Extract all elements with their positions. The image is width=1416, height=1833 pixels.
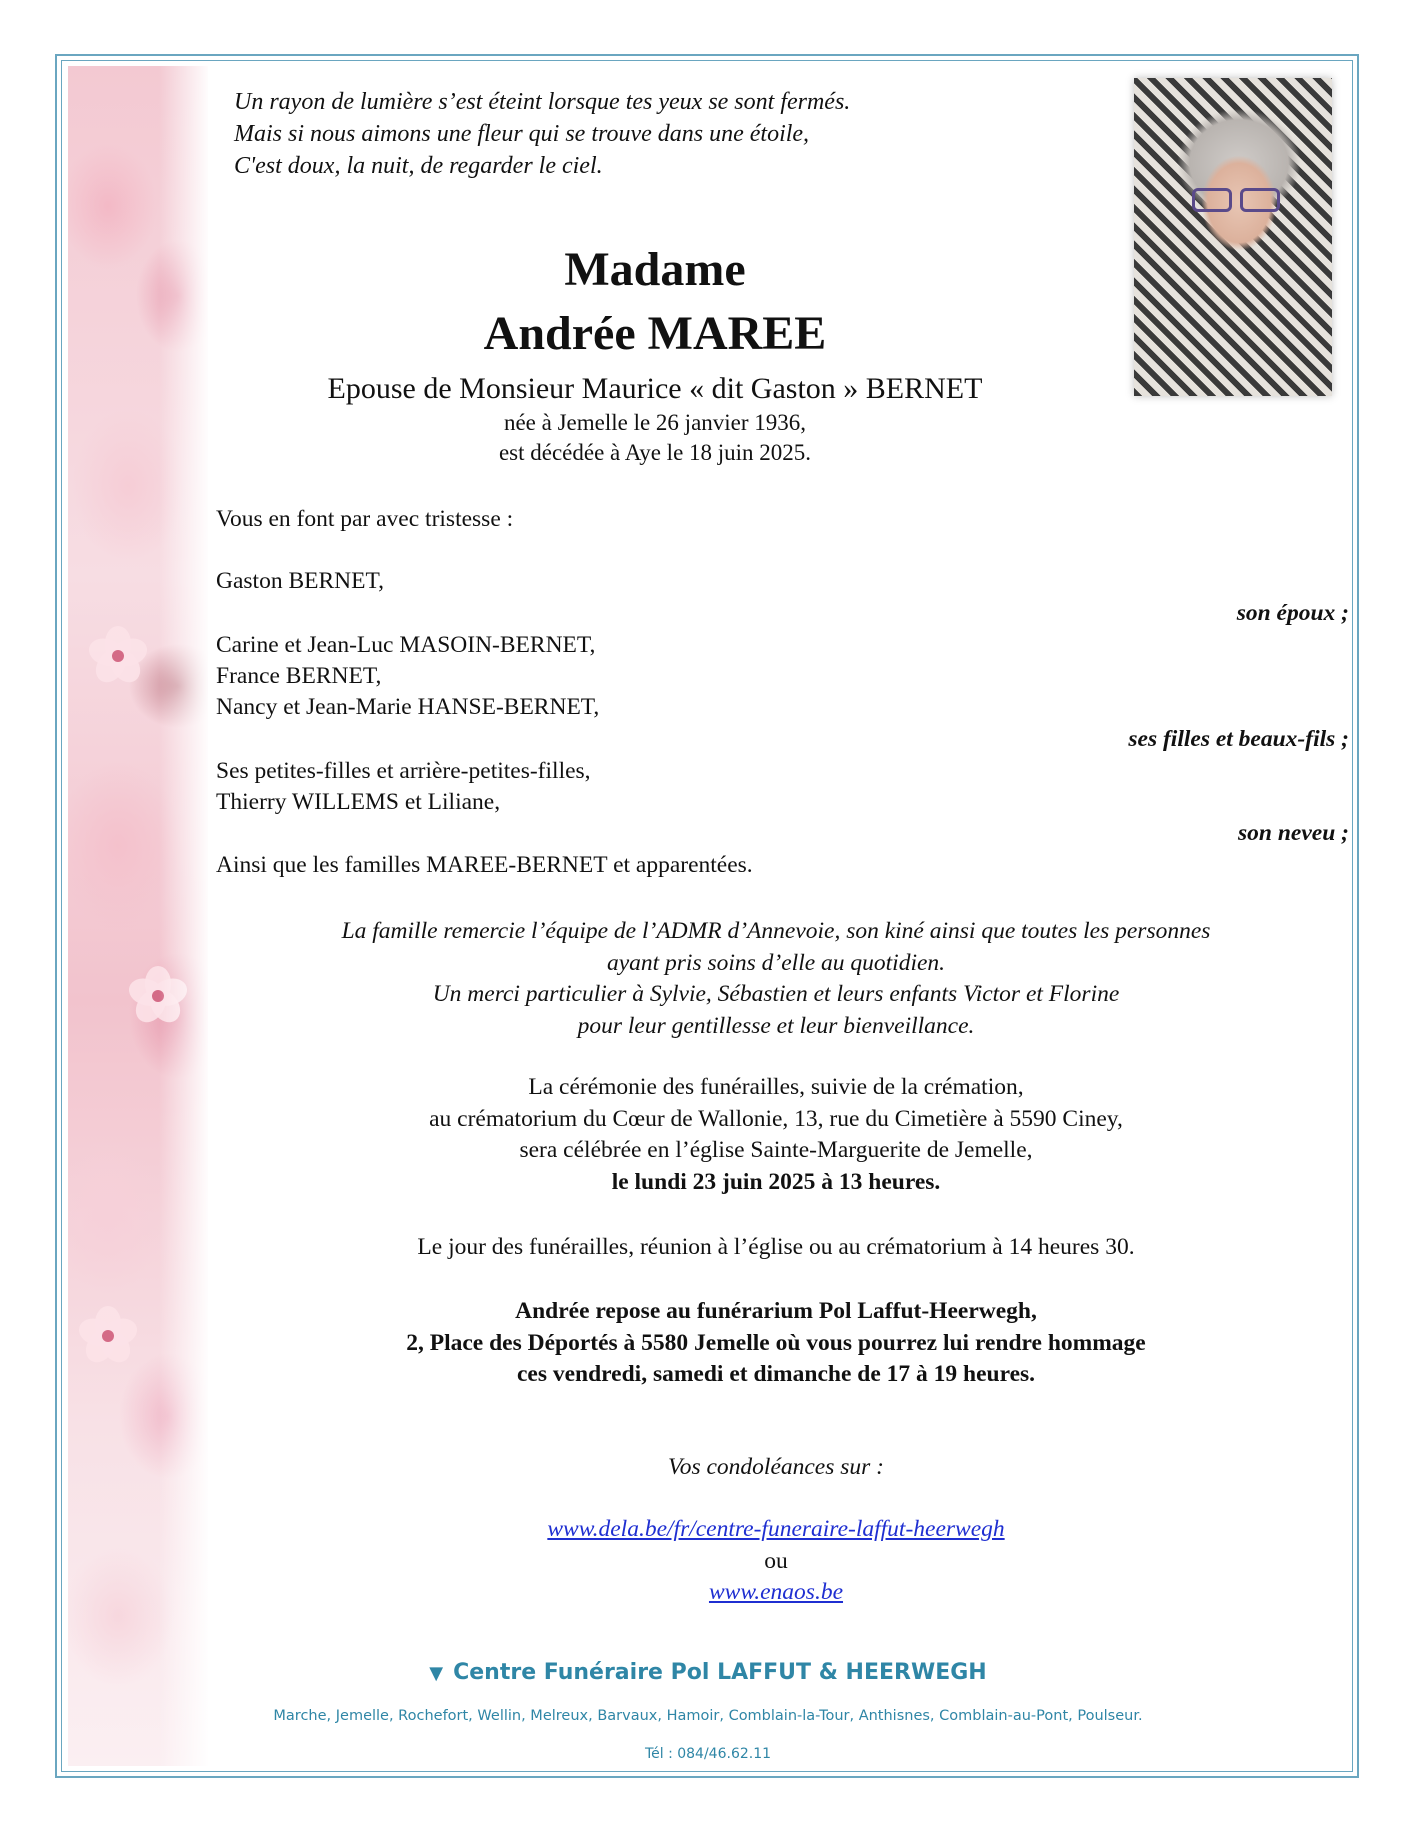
thanks-line: ayant pris soins d’elle au quotidien. bbox=[606, 949, 946, 976]
deceased-name: Andrée MAREE bbox=[483, 307, 827, 360]
funeral-home-phone: Tél : 084/46.62.11 bbox=[644, 1746, 772, 1762]
poem bbox=[234, 86, 994, 182]
funeral-home-locations: Marche, Jemelle, Rochefort, Wellin, Melreux, Barvaux, Hamoir, Comblain-la-Tour, Anthisnes, Comblain-au-Pont, Poulseur. bbox=[273, 1708, 1143, 1724]
ceremony-line: au crématorium du Cœur de Wallonie, 13, rue du Cimetière à 5590 Ciney, bbox=[429, 1105, 1123, 1132]
ceremony-line: sera célébrée en l’église Sainte-Marguerite de Jemelle, bbox=[519, 1137, 1033, 1163]
dela-link[interactable]: www.dela.be/fr/centre-funeraire-laffut-heerwegh bbox=[547, 1516, 1005, 1542]
condolences-label: Vos condoléances sur : bbox=[667, 1454, 885, 1480]
family-member: Gaston BERNET, bbox=[216, 568, 384, 594]
birth-line: née à Jemelle le 26 janvier 1936, bbox=[503, 410, 807, 435]
glasses-icon bbox=[1240, 188, 1280, 212]
honorific: Madame bbox=[564, 243, 746, 296]
family-closing: Ainsi que les familles MAREE-BERNET et apparentées. bbox=[216, 852, 753, 878]
ceremony-date: le lundi 23 juin 2025 à 13 heures. bbox=[611, 1168, 941, 1195]
poem-line: Mais si nous aimons une fleur qui se trouve dans une étoile, bbox=[234, 121, 810, 147]
thanks-line: pour leur gentillesse et leur bienveillance. bbox=[577, 1012, 975, 1039]
family-intro: Vous en font par avec tristesse : bbox=[216, 506, 514, 532]
family-group-spouse bbox=[216, 566, 384, 597]
condolences-links bbox=[216, 1514, 1336, 1609]
ceremony-line: La cérémonie des funérailles, suivie de la crémation, bbox=[528, 1074, 1024, 1100]
family-member: Nancy et Jean-Marie HANSE-BERNET, bbox=[216, 694, 600, 720]
spouse-line: Epouse de Monsieur Maurice « dit Gaston » BERNET bbox=[327, 372, 983, 405]
family-member: Ses petites-filles et arrière-petites-filles, bbox=[216, 758, 591, 784]
triangle-down-icon: ▼ bbox=[429, 1663, 444, 1684]
funeral-home-name: Centre Funéraire Pol LAFFUT & HEERWEGH bbox=[453, 1660, 987, 1685]
dates bbox=[0, 408, 1310, 468]
visitation-paragraph bbox=[216, 1296, 1336, 1391]
family-member: Carine et Jean-Luc MASOIN-BERNET, bbox=[216, 632, 596, 658]
death-line: est décédée à Aye le 18 juin 2025. bbox=[498, 440, 812, 465]
blossom-flower-icon bbox=[128, 966, 188, 1026]
family-member: France BERNET, bbox=[216, 663, 382, 689]
poem-line: Un rayon de lumière s’est éteint lorsque tes yeux se sont fermés. bbox=[234, 89, 851, 115]
visitation-line: 2, Place des Déportés à 5580 Jemelle où vous pourrez lui rendre hommage bbox=[406, 1329, 1146, 1356]
funeral-home-title bbox=[0, 1660, 1416, 1685]
glasses-icon bbox=[1192, 188, 1232, 212]
thanks-line: La famille remercie l’équipe de l’ADMR d’Annevoie, son kiné ainsi que toutes les personnes bbox=[341, 918, 1211, 944]
role-nephew: son neveu ; bbox=[1238, 820, 1349, 846]
or-text: ou bbox=[764, 1547, 788, 1574]
family-group-daughters bbox=[216, 630, 599, 723]
thanks-paragraph bbox=[216, 916, 1336, 1042]
blossom-flower-icon bbox=[88, 626, 148, 686]
visitation-line: ces vendredi, samedi et dimanche de 17 à 19 heures. bbox=[516, 1361, 1036, 1387]
meeting-line: Le jour des funérailles, réunion à l’église ou au crématorium à 14 heures 30. bbox=[417, 1234, 1135, 1260]
role-daughters: ses filles et beaux-fils ; bbox=[1128, 726, 1349, 752]
ceremony-paragraph bbox=[216, 1072, 1336, 1198]
enaos-link[interactable]: www.enaos.be bbox=[708, 1579, 844, 1605]
role-spouse: son époux ; bbox=[1236, 600, 1349, 626]
blossom-flower-icon bbox=[78, 1306, 138, 1366]
family-member: Thierry WILLEMS et Liliane, bbox=[216, 789, 501, 815]
family-group-nephew bbox=[216, 756, 591, 818]
visitation-line: Andrée repose au funérarium Pol Laffut-Heerwegh, bbox=[515, 1298, 1037, 1324]
thanks-line: Un merci particulier à Sylvie, Sébastien et leurs enfants Victor et Florine bbox=[432, 981, 1120, 1007]
poem-line: C'est doux, la nuit, de regarder le ciel. bbox=[234, 153, 603, 179]
